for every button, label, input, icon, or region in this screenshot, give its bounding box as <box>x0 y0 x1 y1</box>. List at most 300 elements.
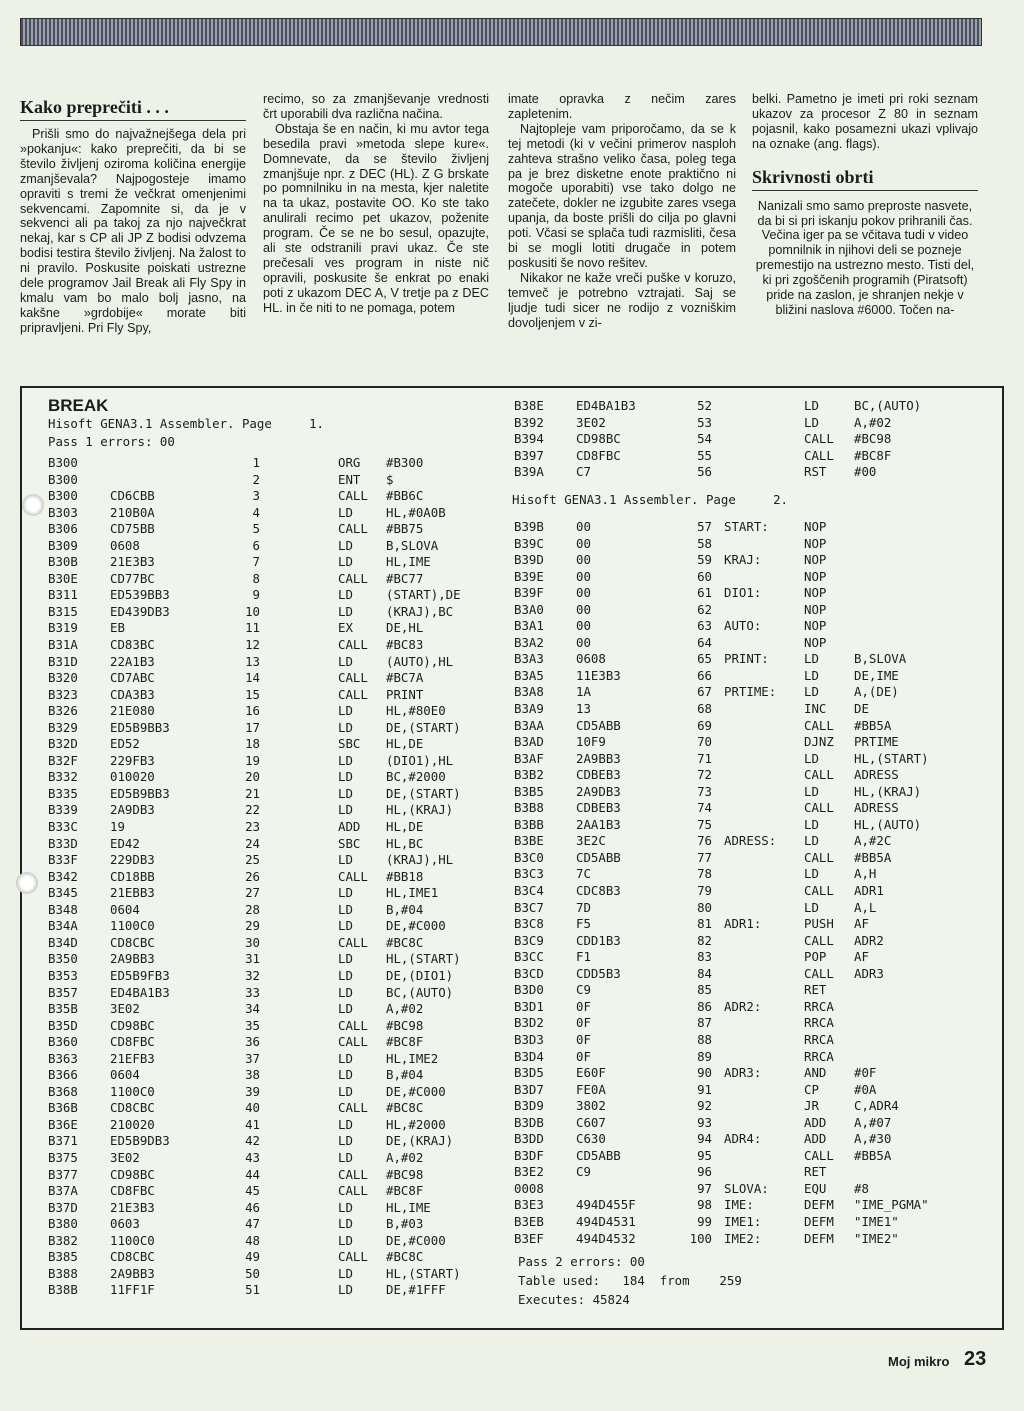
listing-line: 72 <box>697 767 712 783</box>
listing-mnemonic: NOP <box>804 535 827 551</box>
listing-row <box>514 999 994 1016</box>
listing-address: B33F <box>48 852 78 868</box>
listing-hex: CD8CBC <box>110 1249 155 1265</box>
listing-address: B397 <box>514 447 544 463</box>
listing-row <box>514 552 994 569</box>
listing-address: B3A3 <box>514 651 544 667</box>
listing-address: B360 <box>48 1034 78 1050</box>
listing-line: 2 <box>252 471 260 487</box>
listing-hex: CD7ABC <box>110 670 155 686</box>
listing-line: 40 <box>245 1100 260 1116</box>
listing-row <box>48 836 508 853</box>
listing-mnemonic: EQU <box>804 1180 827 1196</box>
paragraph: Najtopleje vam priporočamo, da se k tej metodi (ki v večini primerov nasploh zahteva strašno veliko časa, poleg tega pa je brez disketne enote praktično ni mogoče uporabiti) vse tako dolgo ne zatečete, dokler ne izgubite zares vsega upanja, da boste prišli do cilja po glavni poti. Včasi se splača tudi razmisliti, česa bi se mogli lotiti drugače in potem poskusiti še novo rešitev. <box>508 121 736 270</box>
listing-address: B345 <box>48 885 78 901</box>
listing-operand: HL,BC <box>386 835 424 851</box>
listing-address: B36B <box>48 1100 78 1116</box>
listing-label: PRTIME: <box>724 684 777 700</box>
listing-operand: HL,(START) <box>386 1265 461 1281</box>
listing-row <box>514 850 994 867</box>
listing-row <box>514 916 994 933</box>
listing-mnemonic: LD <box>338 1149 353 1165</box>
listing-line: 16 <box>245 703 260 719</box>
listing-line: 41 <box>245 1116 260 1132</box>
listing-hex: CD98BC <box>110 1017 155 1033</box>
listing-mnemonic: LD <box>338 603 353 619</box>
listing-row <box>48 488 508 505</box>
listing-address: B3A9 <box>514 701 544 717</box>
listing-mnemonic: CALL <box>338 637 368 653</box>
table-used: Table used: 184 from 259 <box>518 1273 742 1288</box>
listing-operand: HL,(KRAJ) <box>386 802 454 818</box>
listing-hex: CD83BC <box>110 637 155 653</box>
listing-operand: ADR1 <box>854 883 884 899</box>
listing-label: KRAJ: <box>724 552 762 568</box>
listing-hex: 2A9BB3 <box>110 951 155 967</box>
listing-address: B3DB <box>514 1114 544 1130</box>
listing-row <box>514 464 994 481</box>
listing-line: 21 <box>245 785 260 801</box>
listing-operand: #BB18 <box>386 868 424 884</box>
listing-address: B3A0 <box>514 601 544 617</box>
listing-mnemonic: LD <box>804 398 819 413</box>
listing-hex: 00 <box>576 552 591 568</box>
listing-address: B3D1 <box>514 998 544 1014</box>
listing-operand: DE,(START) <box>386 719 461 735</box>
listing-row <box>48 1282 508 1299</box>
listing-address: B36E <box>48 1116 78 1132</box>
listing-hex: 00 <box>576 519 591 534</box>
listing-line: 14 <box>245 670 260 686</box>
listing-hex: 00 <box>576 601 591 617</box>
listing-line: 46 <box>245 1199 260 1215</box>
listing-address: B392 <box>514 414 544 430</box>
listing-mnemonic: LD <box>804 866 819 882</box>
listing-address: B348 <box>48 901 78 917</box>
listing-mnemonic: LD <box>804 783 819 799</box>
listing-mnemonic: DEFM <box>804 1197 834 1213</box>
listing-line: 84 <box>697 965 712 981</box>
listing-line: 36 <box>245 1034 260 1050</box>
listing-mnemonic: CALL <box>804 849 834 865</box>
listing-line: 57 <box>697 519 712 534</box>
paragraph: Nikakor ne kaže vreči puške v koruzo, temveč je potrebno vztrajati. Saj se ljudje tudi sicer ne rodijo z vozniškim dovoljenjem v zi- <box>508 270 736 330</box>
listing-address: B382 <box>48 1232 78 1248</box>
listing-hex: 0F <box>576 1015 591 1031</box>
listing-line: 8 <box>252 570 260 586</box>
listing-label: PRINT: <box>724 651 769 667</box>
listing-line: 49 <box>245 1249 260 1265</box>
listing-row <box>48 538 508 555</box>
listing-address: B3A8 <box>514 684 544 700</box>
listing-address: B31A <box>48 637 78 653</box>
listing-line: 13 <box>245 653 260 669</box>
listing-hex: 1100C0 <box>110 918 155 934</box>
listing-address: B315 <box>48 603 78 619</box>
listing-label: IME2: <box>724 1230 762 1246</box>
listing-mnemonic: SBC <box>338 736 361 752</box>
listing-label: DIO1: <box>724 585 762 601</box>
listing-mnemonic: RRCA <box>804 998 834 1014</box>
listing-mnemonic: LD <box>338 901 353 917</box>
listing-line: 20 <box>245 769 260 785</box>
listing-hex: 0F <box>576 1048 591 1064</box>
listing-hex: ED5B9BB3 <box>110 785 170 801</box>
listing-row <box>514 817 994 834</box>
listing-hex: CD8FBC <box>110 1034 155 1050</box>
listing-address: B39F <box>514 585 544 601</box>
listing-line: 32 <box>245 967 260 983</box>
listing-line: 37 <box>245 1050 260 1066</box>
listing-mnemonic: LD <box>338 802 353 818</box>
listing-hex: 210B0A <box>110 504 155 520</box>
listing-line: 100 <box>689 1230 712 1246</box>
listing-mnemonic: LD <box>338 1282 353 1298</box>
listing-row <box>514 718 994 735</box>
listing-row <box>514 1148 994 1165</box>
listing-address: B39B <box>514 519 544 534</box>
listing-address: B3C0 <box>514 849 544 865</box>
listing-row <box>514 1131 994 1148</box>
paragraph: imate opravka z nečim zares zapletenim. <box>508 92 736 121</box>
listing-address: B3EF <box>514 1230 544 1246</box>
listing-line: 86 <box>697 998 712 1014</box>
listing-row <box>514 1098 994 1115</box>
listing-hex: F1 <box>576 949 591 965</box>
listing-line: 44 <box>245 1166 260 1182</box>
listing-address: B311 <box>48 587 78 603</box>
listing-line: 56 <box>697 464 712 480</box>
listing-row <box>514 734 994 751</box>
listing-operand: #BC98 <box>386 1017 424 1033</box>
listing-hex: CD8CBC <box>110 1100 155 1116</box>
listing-operand: ADR2 <box>854 932 884 948</box>
listing-mnemonic: LD <box>338 1050 353 1066</box>
listing-mnemonic: RRCA <box>804 1031 834 1047</box>
listing-address: B375 <box>48 1149 78 1165</box>
listing-row <box>48 654 508 671</box>
listing-row <box>48 620 508 637</box>
listing-address: B37A <box>48 1183 78 1199</box>
listing-row <box>514 866 994 883</box>
listing-line: 4 <box>252 504 260 520</box>
listing-hex: 210020 <box>110 1116 155 1132</box>
listing-operand: "IME2" <box>854 1230 899 1246</box>
listing-mnemonic: LD <box>338 1083 353 1099</box>
listing-row <box>514 684 994 701</box>
article-column-3 <box>508 92 736 331</box>
listing-address: B3C3 <box>514 866 544 882</box>
listing-hex: 0603 <box>110 1216 140 1232</box>
listing-address: B3EB <box>514 1213 544 1229</box>
listing-address: B34D <box>48 934 78 950</box>
listing-mnemonic: LD <box>338 554 353 570</box>
listing-hex: ED52 <box>110 736 140 752</box>
listing-mnemonic: CALL <box>804 800 834 816</box>
listing-address: B3CD <box>514 965 544 981</box>
listing-mnemonic: LD <box>338 537 353 553</box>
article-column-1 <box>20 92 246 336</box>
listing-row <box>514 668 994 685</box>
listing-line: 43 <box>245 1149 260 1165</box>
listing-hex: 21EFB3 <box>110 1050 155 1066</box>
listing-line: 38 <box>245 1067 260 1083</box>
listing-address: B323 <box>48 686 78 702</box>
listing-mnemonic: LD <box>338 1133 353 1149</box>
article-column-4 <box>752 92 978 318</box>
listing-hex: 2A9DB3 <box>110 802 155 818</box>
listing-row <box>514 585 994 602</box>
listing-operand: #BC8F <box>386 1183 424 1199</box>
listing-mnemonic: LD <box>338 951 353 967</box>
listing-address: B3D2 <box>514 1015 544 1031</box>
listing-hex: CD98BC <box>110 1166 155 1182</box>
listing-operand: ADRESS <box>854 767 899 783</box>
listing-mnemonic: LD <box>338 1116 353 1132</box>
listing-mnemonic: CALL <box>338 934 368 950</box>
section-heading-prevent: Kako preprečiti . . . <box>20 96 246 121</box>
listing-operand: B,#04 <box>386 901 424 917</box>
listing-mnemonic: LD <box>338 918 353 934</box>
listing-line: 5 <box>252 521 260 537</box>
listing-operand: $ <box>386 471 394 487</box>
listing-row <box>48 637 508 654</box>
listing-address: B368 <box>48 1083 78 1099</box>
listing-row <box>514 431 994 448</box>
listing-address: B306 <box>48 521 78 537</box>
listing-mnemonic: ENT <box>338 471 361 487</box>
listing-mnemonic: LD <box>804 816 819 832</box>
listing-line: 67 <box>697 684 712 700</box>
listing-line: 47 <box>245 1216 260 1232</box>
listing-hex: 0F <box>576 1031 591 1047</box>
listing-hex: 2A9BB3 <box>110 1265 155 1281</box>
listing-line: 93 <box>697 1114 712 1130</box>
listing-mnemonic: CP <box>804 1081 819 1097</box>
listing-operand: #8 <box>854 1180 869 1196</box>
listing-address: B3C9 <box>514 932 544 948</box>
listing-operand: (DIO1),HL <box>386 752 454 768</box>
listing-line: 11 <box>245 620 260 636</box>
listing-label: ADR2: <box>724 998 762 1014</box>
listing-operand: #BC8F <box>386 1034 424 1050</box>
listing-address: B3CC <box>514 949 544 965</box>
listing-mnemonic: CALL <box>804 1147 834 1163</box>
listing-label: ADR4: <box>724 1131 762 1147</box>
listing-mnemonic: CALL <box>338 488 368 504</box>
listing-line: 69 <box>697 717 712 733</box>
listing-address: B300 <box>48 471 78 487</box>
listing-operand: #BB5A <box>854 1147 892 1163</box>
listing-line: 64 <box>697 634 712 650</box>
listing-operand: A,#02 <box>386 1149 424 1165</box>
listing-line: 45 <box>245 1183 260 1199</box>
listing-line: 54 <box>697 431 712 447</box>
paragraph: belki. Pametno je imeti pri roki seznam ukazov za procesor Z 80 in seznam pojasnil, kako posamezni ukazi vplivajo na oznake (ang. flags). <box>752 92 978 151</box>
listing-operand: A,#07 <box>854 1114 892 1130</box>
listing-mnemonic: CALL <box>338 1249 368 1265</box>
listing-row <box>514 635 994 652</box>
listing-address: B326 <box>48 703 78 719</box>
listing-line: 76 <box>697 833 712 849</box>
listing-address: B3A2 <box>514 634 544 650</box>
listing-address: B3A1 <box>514 618 544 634</box>
listing-line: 7 <box>252 554 260 570</box>
listing-mnemonic: CALL <box>804 431 834 447</box>
listing-hex: 00 <box>576 585 591 601</box>
listing-operand: DE,HL <box>386 620 424 636</box>
listing-row <box>48 604 508 621</box>
listing-hex: 13 <box>576 701 591 717</box>
listing-row <box>514 569 994 586</box>
listing-mnemonic: NOP <box>804 552 827 568</box>
listing-hex: 0608 <box>110 537 140 553</box>
listing-row <box>48 455 508 472</box>
listing-row <box>48 1100 508 1117</box>
listing-address: B39A <box>514 464 544 480</box>
listing-line: 22 <box>245 802 260 818</box>
listing-line: 73 <box>697 783 712 799</box>
listing-row <box>48 1051 508 1068</box>
listing-line: 52 <box>697 398 712 413</box>
listing-line: 9 <box>252 587 260 603</box>
listing-address: B35B <box>48 1001 78 1017</box>
listing-row <box>48 472 508 489</box>
listing-row <box>514 1197 994 1214</box>
listing-operand: (KRAJ),BC <box>386 603 454 619</box>
listing-row <box>48 1084 508 1101</box>
listing-line: 85 <box>697 982 712 998</box>
listing-operand: #BC8C <box>386 934 424 950</box>
listing-row <box>514 949 994 966</box>
listing-row <box>514 767 994 784</box>
listing-hex: CDD1B3 <box>576 932 621 948</box>
listing-mnemonic: CALL <box>338 570 368 586</box>
listing-mnemonic: LD <box>338 852 353 868</box>
listing-hex: 1100C0 <box>110 1083 155 1099</box>
listing-label: IME1: <box>724 1213 762 1229</box>
listing-line: 80 <box>697 899 712 915</box>
listing-row <box>48 935 508 952</box>
listing-line: 58 <box>697 535 712 551</box>
listing-row <box>48 1117 508 1134</box>
listing-address: 0008 <box>514 1180 544 1196</box>
listing-line: 94 <box>697 1131 712 1147</box>
listing-hex: 00 <box>576 634 591 650</box>
listing-address: B34A <box>48 918 78 934</box>
listing-operand: A,(DE) <box>854 684 899 700</box>
listing-operand: B,#04 <box>386 1067 424 1083</box>
listing-mnemonic: CALL <box>804 883 834 899</box>
listing-mnemonic: LD <box>338 703 353 719</box>
listing-line: 34 <box>245 1001 260 1017</box>
listing-row <box>48 869 508 886</box>
listing-address: B3C7 <box>514 899 544 915</box>
listing-line: 88 <box>697 1031 712 1047</box>
listing-line: 82 <box>697 932 712 948</box>
listing-line: 66 <box>697 667 712 683</box>
listing-mnemonic: CALL <box>338 1166 368 1182</box>
listing-label: ADRESS: <box>724 833 777 849</box>
listing-address: B394 <box>514 431 544 447</box>
listing-mnemonic: LD <box>338 885 353 901</box>
listing-hex: CD5ABB <box>576 717 621 733</box>
listing-address: B309 <box>48 537 78 553</box>
listing-row <box>514 933 994 950</box>
listing-operand: A,H <box>854 866 877 882</box>
listing-row <box>514 1214 994 1231</box>
listing-address: B39C <box>514 535 544 551</box>
listing-hex: 2A9BB3 <box>576 750 621 766</box>
listing-hex: 1A <box>576 684 591 700</box>
listing-address: B31D <box>48 653 78 669</box>
listing-operand: #BB75 <box>386 521 424 537</box>
listing-hex: 2AA1B3 <box>576 816 621 832</box>
listing-line: 24 <box>245 835 260 851</box>
listing-mnemonic: LD <box>338 1067 353 1083</box>
listing-mnemonic: SBC <box>338 835 361 851</box>
listing-row <box>48 852 508 869</box>
listing-operand: AF <box>854 949 869 965</box>
listing-line: 77 <box>697 849 712 865</box>
listing-line: 68 <box>697 701 712 717</box>
listing-hex: CDC8B3 <box>576 883 621 899</box>
listing-mnemonic: RET <box>804 982 827 998</box>
listing-right-rows-top <box>514 398 994 481</box>
listing-operand: #BC98 <box>854 431 892 447</box>
paragraph: recimo, so za zmanjševanje vrednosti črt uporabili dva različna načina. <box>263 92 489 121</box>
listing-row <box>514 833 994 850</box>
listing-mnemonic: NOP <box>804 601 827 617</box>
listing-mnemonic: CALL <box>338 1017 368 1033</box>
listing-address: B300 <box>48 455 78 470</box>
listing-operand: HL,(START) <box>386 951 461 967</box>
listing-line: 92 <box>697 1098 712 1114</box>
listing-operand: (KRAJ),HL <box>386 852 454 868</box>
listing-address: B3D5 <box>514 1065 544 1081</box>
listing-hex: 21EBB3 <box>110 885 155 901</box>
listing-label: ADR3: <box>724 1065 762 1081</box>
listing-hex: ED539BB3 <box>110 587 170 603</box>
listing-mnemonic: CALL <box>338 521 368 537</box>
listing-hex: CDD5B3 <box>576 965 621 981</box>
listing-hex: 00 <box>576 568 591 584</box>
listing-hex: 3E02 <box>110 1001 140 1017</box>
listing-row <box>48 687 508 704</box>
listing-mnemonic: CALL <box>804 932 834 948</box>
listing-operand: PRTIME <box>854 734 899 750</box>
listing-line: 6 <box>252 537 260 553</box>
listing-label: IME: <box>724 1197 754 1213</box>
listing-operand: #BB5A <box>854 717 892 733</box>
listing-mnemonic: LD <box>804 750 819 766</box>
listing-line: 27 <box>245 885 260 901</box>
page-number: 23 <box>964 1348 987 1370</box>
listing-operand: BC,#2000 <box>386 769 446 785</box>
listing-line: 53 <box>697 414 712 430</box>
listing-line: 50 <box>245 1265 260 1281</box>
listing-mnemonic: NOP <box>804 585 827 601</box>
listing-address: B3B2 <box>514 767 544 783</box>
listing-hex: 1100C0 <box>110 1232 155 1248</box>
listing-line: 78 <box>697 866 712 882</box>
listing-row <box>48 505 508 522</box>
listing-mnemonic: LD <box>338 504 353 520</box>
listing-address: B363 <box>48 1050 78 1066</box>
listing-row <box>48 1133 508 1150</box>
listing-hex: ED42 <box>110 835 140 851</box>
listing-mnemonic: LD <box>338 653 353 669</box>
